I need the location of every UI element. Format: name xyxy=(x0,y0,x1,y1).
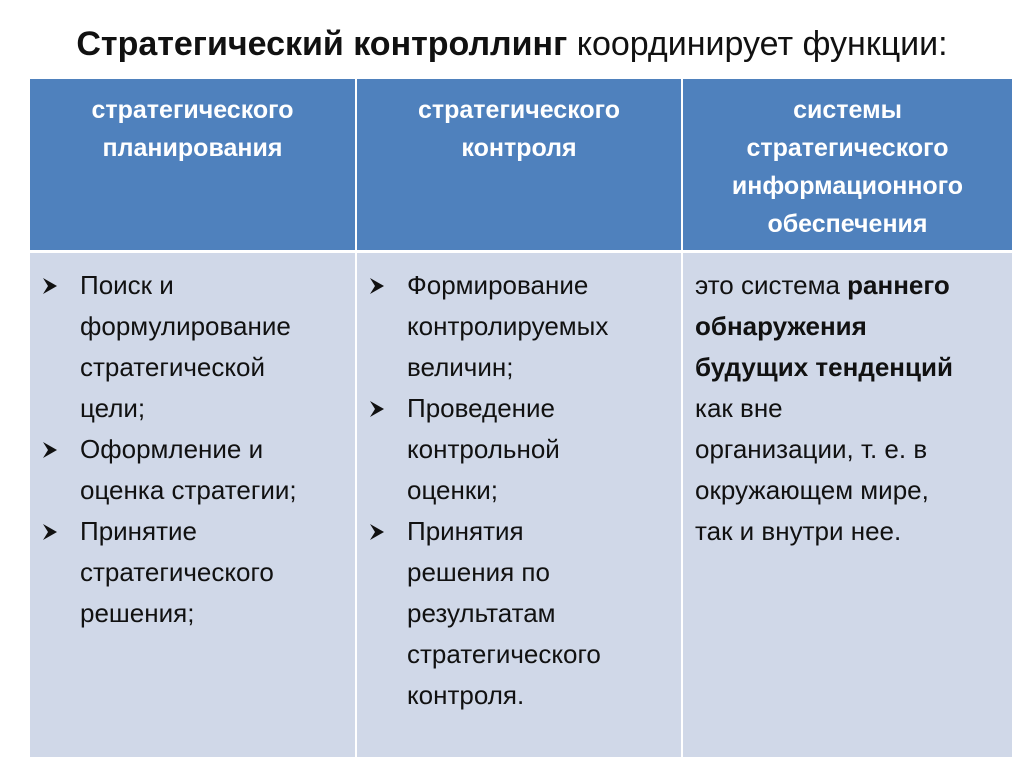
list-item xyxy=(407,388,667,511)
item-line: Принятия xyxy=(407,515,524,546)
item-line: Поиск и xyxy=(80,269,174,300)
title-regular-part: координирует функции: xyxy=(576,25,948,63)
arrowhead-bullet-icon xyxy=(40,276,60,296)
cell-planning xyxy=(30,251,356,757)
arrowhead-bullet-icon xyxy=(367,522,387,542)
text-line xyxy=(695,265,998,306)
item-line: Оформление и xyxy=(80,433,264,464)
item-line: оценки; xyxy=(407,474,498,505)
header-line: стратегического xyxy=(417,96,621,124)
arrowhead-bullet-icon xyxy=(367,399,387,419)
list-item xyxy=(80,511,341,634)
header-line: системы xyxy=(793,96,902,124)
list-item xyxy=(407,265,667,388)
header-line: планирования xyxy=(102,134,283,162)
item-line: стратегического xyxy=(407,638,601,669)
table-body-row xyxy=(30,251,1012,757)
item-line: контрольной xyxy=(407,433,560,464)
slide-title xyxy=(0,20,1024,68)
text-line: организации, т. е. в xyxy=(695,433,928,464)
item-line: решения по xyxy=(407,556,550,587)
text-intro: это система xyxy=(695,269,840,300)
text-line: так и внутри нее. xyxy=(695,515,902,546)
title-bold-part: Стратегический контроллинг xyxy=(76,25,568,63)
list-item xyxy=(80,265,341,429)
control-list xyxy=(357,253,681,716)
item-line: решения; xyxy=(80,597,195,628)
arrowhead-bullet-icon xyxy=(40,440,60,460)
header-line: обеспечения xyxy=(767,210,928,238)
table-header-row xyxy=(30,79,1012,251)
text-bold-trends: будущих тенденций xyxy=(695,351,953,382)
cell-control xyxy=(356,251,682,757)
text-line: как вне xyxy=(695,392,783,423)
planning-list xyxy=(30,253,355,634)
item-line: результатам xyxy=(407,597,556,628)
cell-information-support xyxy=(682,251,1012,757)
item-line: формулирование xyxy=(80,310,291,341)
item-line: контроля. xyxy=(407,679,525,710)
arrowhead-bullet-icon xyxy=(40,522,60,542)
list-item xyxy=(80,429,341,511)
item-line: величин; xyxy=(407,351,514,382)
arrowhead-bullet-icon xyxy=(367,276,387,296)
item-line: контролируемых xyxy=(407,310,609,341)
header-line: информационного xyxy=(731,172,964,200)
header-line: контроля xyxy=(461,134,577,162)
item-line: Формирование xyxy=(407,269,589,300)
item-line: оценка стратегии; xyxy=(80,474,297,505)
header-control xyxy=(356,79,682,251)
item-line: стратегического xyxy=(80,556,274,587)
item-line: Проведение xyxy=(407,392,555,423)
header-information-support xyxy=(682,79,1012,251)
header-line: стратегического xyxy=(746,134,949,162)
functions-table xyxy=(30,79,1012,757)
text-bold-detection: обнаружения xyxy=(695,310,867,341)
item-line: цели; xyxy=(80,392,146,423)
text-bold-early: раннего xyxy=(847,269,950,300)
item-line: стратегической xyxy=(80,351,265,382)
item-line: Принятие xyxy=(80,515,197,546)
text-line: окружающем мире, xyxy=(695,474,929,505)
information-support-text xyxy=(683,253,1012,552)
header-planning xyxy=(30,79,356,251)
list-item xyxy=(407,511,667,716)
header-line: стратегического xyxy=(91,96,294,124)
